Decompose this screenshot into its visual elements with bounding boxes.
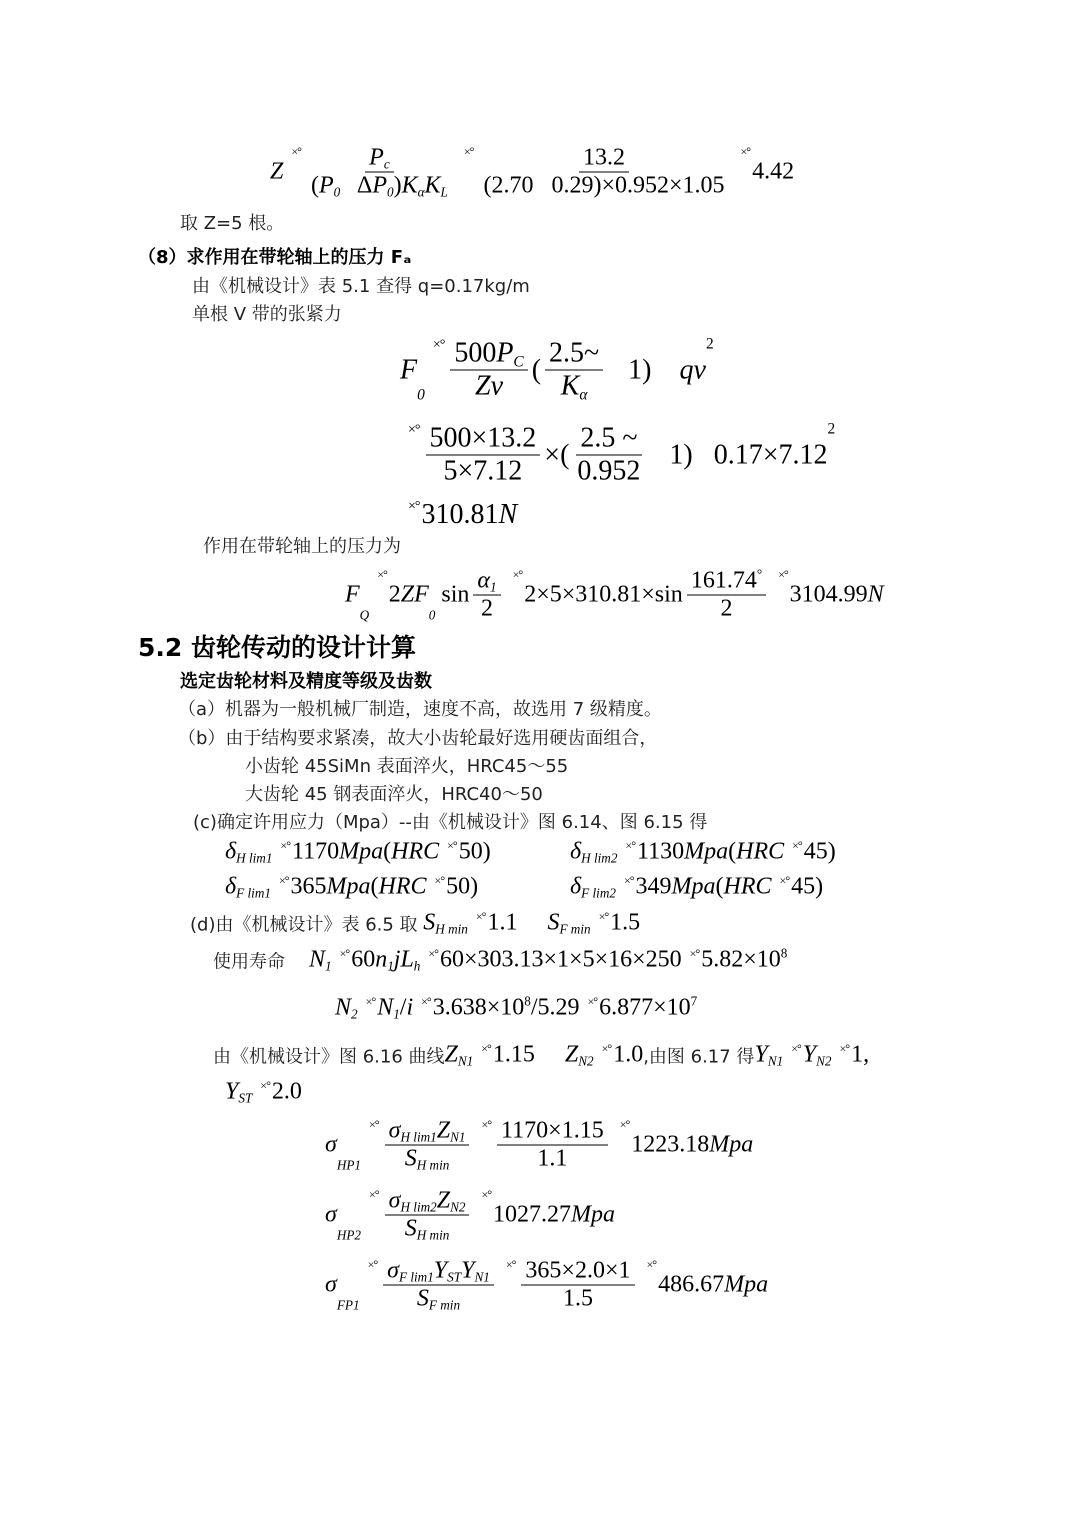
math-token: Zv: [475, 370, 503, 402]
math-token: K: [401, 172, 418, 199]
equals-glyph-icon: ×°: [625, 838, 635, 853]
math-token: N: [867, 581, 884, 608]
math-token: 7: [690, 993, 698, 1009]
math-token: 1: [387, 958, 394, 974]
math-token: S: [404, 1145, 417, 1172]
fraction: [573, 423, 644, 488]
math-token: (: [715, 873, 724, 900]
math-token: 161.74: [690, 567, 757, 594]
fraction: [385, 1188, 470, 1243]
numerator: [497, 1118, 608, 1146]
math-token: δ: [570, 873, 582, 900]
math-token: 1.1: [537, 1145, 568, 1172]
math-token: Mpa: [724, 1271, 769, 1298]
equation: [325, 1258, 768, 1313]
math-token: F lim1: [236, 885, 271, 901]
math-token: [285, 947, 309, 974]
math-token: 1223.18: [631, 1131, 710, 1158]
equation: [400, 420, 836, 488]
numerator: [383, 1258, 494, 1286]
math-token: 2: [388, 581, 401, 608]
math-token: 0: [386, 184, 394, 200]
math-token: H min: [416, 1227, 450, 1243]
math-token: Mpa: [571, 1201, 616, 1228]
math-token: 2: [705, 335, 714, 353]
math-token: Mpa: [684, 838, 729, 865]
fraction: [497, 1118, 608, 1173]
math-token: HRC: [723, 873, 772, 900]
math-token: H lim1: [400, 1129, 437, 1145]
math-token: H lim2: [400, 1199, 437, 1215]
equation: [325, 1188, 615, 1243]
numerator: [365, 145, 394, 173]
math-token: σ: [325, 1201, 337, 1228]
numerator: [576, 423, 641, 456]
fraction: [426, 423, 541, 488]
math-token: 2×5×310.81×sin: [524, 581, 683, 608]
equation: [225, 839, 491, 866]
equals-glyph-icon: ×°: [778, 567, 788, 582]
math-token: N1: [457, 1053, 474, 1069]
math-token: 3104.99: [789, 581, 868, 608]
math-token: L: [440, 184, 448, 200]
equals-glyph-icon: ×°: [792, 838, 802, 853]
equals-glyph-icon: ×°: [377, 567, 387, 582]
math-token: Q: [359, 607, 370, 623]
math-token: 1170: [292, 838, 340, 865]
equals-glyph-icon: ×°: [623, 873, 634, 888]
math-token: N1: [474, 1269, 490, 1285]
equals-glyph-icon: ×°: [475, 909, 486, 924]
equation: [345, 568, 884, 623]
math-token: σ: [387, 1257, 399, 1284]
math-token: 1: [393, 1006, 400, 1022]
denominator: [533, 1146, 571, 1173]
paragraph-line: 作用在带轮轴上的压力为: [203, 536, 401, 557]
math-token: σ: [388, 1117, 401, 1144]
math-token: H lim2: [581, 850, 618, 866]
denominator: [559, 1286, 597, 1313]
math-token: 5×7.12: [443, 455, 523, 487]
paragraph-line: 单根 V 带的张紧力: [192, 304, 342, 325]
equals-glyph-icon: ×°: [791, 1041, 801, 1056]
equation: [335, 995, 697, 1022]
equation: [270, 145, 794, 200]
math-token: σ: [388, 1187, 401, 1214]
math-token: 0: [333, 184, 341, 200]
denominator: [479, 173, 728, 200]
math-token: 2.5 ~: [580, 422, 638, 454]
math-token: S: [547, 909, 560, 936]
fraction: [473, 568, 500, 623]
math-token: 0.952: [577, 455, 641, 487]
math-token: HRC: [378, 873, 427, 900]
equals-glyph-icon: ×°: [481, 1117, 492, 1132]
math-token: 2.5~: [549, 337, 600, 369]
math-token: S: [416, 1285, 429, 1312]
subheading: （8）求作用在带轮轴上的压力 Fₐ: [138, 247, 412, 268]
math-token: 365: [290, 873, 327, 900]
math-token: (: [728, 838, 737, 865]
equals-glyph-icon: ×°: [369, 1187, 379, 1202]
math-token: 349: [635, 873, 672, 900]
math-token: P: [372, 172, 387, 199]
numerator: [521, 1258, 634, 1286]
math-token: Z: [436, 1117, 451, 1144]
subheading: 选定齿轮材料及精度等级及齿数: [180, 671, 432, 692]
denominator: [716, 596, 736, 623]
math-token: Mpa: [339, 838, 384, 865]
math-token: 1,: [851, 1041, 870, 1068]
equals-glyph-icon: ×°: [408, 499, 420, 514]
math-token: qv: [679, 354, 706, 385]
math-token: N: [498, 499, 518, 530]
math-token: N: [335, 994, 352, 1021]
paragraph-line: 由《机械设计》表 5.1 查得 q=0.17kg/m: [192, 276, 530, 297]
equation: [213, 1042, 869, 1069]
math-token: Y: [802, 1041, 817, 1068]
math-token: (: [370, 873, 379, 900]
math-token: (2.70 0.29)×0.952×1.05: [483, 172, 725, 199]
fraction: [307, 145, 452, 200]
math-token: i: [406, 994, 414, 1021]
math-token: H lim1: [236, 850, 273, 866]
equals-glyph-icon: ×°: [421, 994, 431, 1009]
paragraph-line: 小齿轮 45SiMn 表面淬火，HRC45～55: [245, 756, 569, 777]
math-token: 0: [428, 607, 436, 623]
math-token: Mpa: [709, 1131, 754, 1158]
math-token: 1130: [637, 838, 685, 865]
math-token: α: [477, 567, 491, 594]
math-token: Mpa: [671, 873, 716, 900]
math-token: h: [413, 958, 421, 974]
math-token: (d)由《机械设计》表 6.5 取: [190, 914, 424, 935]
equals-glyph-icon: ×°: [369, 1117, 379, 1132]
math-token: N1: [767, 1053, 784, 1069]
math-token: H min: [416, 1157, 450, 1173]
equals-glyph-icon: ×°: [432, 337, 445, 353]
math-token: FP1: [336, 1297, 360, 1313]
math-token: °: [756, 566, 763, 582]
fraction: [385, 1118, 470, 1173]
math-token: sin: [435, 581, 470, 608]
math-token: Y: [433, 1257, 448, 1284]
equation: [213, 947, 787, 974]
fraction: [521, 1258, 634, 1313]
math-token: H min: [435, 921, 468, 937]
math-token: 3.638×10: [432, 994, 525, 1021]
numerator: [385, 1188, 470, 1216]
math-token: 1.5: [610, 909, 641, 936]
equals-glyph-icon: ×°: [587, 994, 598, 1009]
math-token: jL: [393, 946, 414, 973]
denominator: [573, 456, 644, 488]
math-token: 6.877×10: [599, 994, 691, 1021]
math-token: 50): [458, 838, 491, 865]
math-token: δ: [225, 838, 237, 865]
math-token: /: [399, 994, 407, 1021]
math-token: F min: [559, 921, 591, 937]
equals-glyph-icon: ×°: [339, 946, 350, 961]
math-token: F lim1: [398, 1269, 434, 1285]
denominator: [307, 173, 452, 200]
equals-glyph-icon: ×°: [408, 422, 420, 438]
equals-glyph-icon: ×°: [481, 1187, 492, 1202]
equation: [325, 1118, 753, 1173]
math-token: 13.2: [583, 144, 625, 171]
equals-glyph-icon: ×°: [481, 1041, 491, 1056]
equals-glyph-icon: ×°: [779, 873, 790, 888]
equals-glyph-icon: ×°: [367, 1257, 378, 1272]
equals-glyph-icon: ×°: [434, 873, 445, 888]
math-token: 1.5: [562, 1285, 593, 1312]
math-token: δ: [570, 838, 582, 865]
math-token: F min: [428, 1297, 461, 1313]
math-token: ): [393, 172, 402, 199]
math-token: σ: [325, 1131, 337, 1158]
math-token: 1.0: [613, 1041, 644, 1068]
math-token: K: [560, 370, 580, 402]
math-token: 4.42: [752, 158, 795, 185]
math-token: HRC: [391, 838, 440, 865]
math-token: 365×2.0×1: [525, 1257, 631, 1284]
equation: [400, 499, 517, 531]
math-token: N1: [450, 1129, 466, 1145]
math-token: F: [345, 581, 360, 608]
math-token: 2: [351, 1006, 358, 1022]
math-token: P: [318, 172, 334, 199]
equals-glyph-icon: ×°: [839, 1041, 850, 1056]
math-token: 使用寿命: [213, 951, 285, 972]
denominator: [401, 1146, 454, 1173]
math-token: 8: [524, 993, 531, 1009]
paragraph-line: （b）由于结构要求紧凑，故大小齿轮最好选用硬齿面组合，: [178, 728, 658, 749]
math-token: 50): [446, 873, 479, 900]
math-token: 8: [780, 945, 788, 961]
math-token: N2: [816, 1053, 832, 1069]
math-token: ST: [238, 1090, 253, 1106]
math-token: P: [496, 337, 514, 369]
equals-glyph-icon: ×°: [505, 1257, 516, 1272]
math-token: 1.15: [492, 1041, 565, 1068]
equals-glyph-icon: ×°: [619, 1117, 630, 1132]
math-token: 由《机械设计》图 6.16 曲线: [213, 1046, 445, 1067]
math-token: α: [579, 386, 588, 404]
math-token: ,由图 6.17 得: [643, 1046, 755, 1067]
math-token: 1): [607, 354, 680, 385]
math-token: δ: [225, 873, 237, 900]
math-token: 0: [417, 386, 425, 404]
math-token: /5.29: [530, 994, 580, 1021]
equation: [225, 1079, 302, 1106]
denominator: [477, 596, 497, 623]
denominator: [557, 371, 592, 403]
math-token: 1027.27: [493, 1201, 572, 1228]
equals-glyph-icon: ×°: [601, 1041, 612, 1056]
numerator: [545, 338, 603, 371]
math-token: 500×13.2: [429, 422, 537, 454]
math-token: HRC: [736, 838, 785, 865]
numerator: [687, 568, 766, 596]
math-token: c: [383, 156, 390, 172]
math-token: 45): [803, 838, 836, 865]
equals-glyph-icon: ×°: [428, 946, 438, 961]
equals-glyph-icon: ×°: [447, 838, 457, 853]
math-token: Y: [225, 1078, 239, 1105]
denominator: [440, 456, 527, 488]
math-token: ZF: [400, 581, 429, 608]
math-token: Y: [461, 1257, 475, 1284]
equals-glyph-icon: ×°: [365, 994, 376, 1009]
math-token: F: [400, 354, 418, 385]
math-token: Z: [444, 1041, 458, 1068]
equation: [570, 874, 823, 901]
math-token: Y: [754, 1041, 768, 1068]
paragraph-line: (c)确定许用应力（Mpa）--由《机械设计》图 6.14、图 6.15 得: [193, 812, 708, 833]
math-token: α: [417, 184, 425, 200]
math-token: 2: [481, 595, 493, 622]
math-token: 486.67: [658, 1271, 725, 1298]
math-token: F lim2: [581, 885, 616, 901]
fraction: [545, 338, 603, 403]
equals-glyph-icon: ×°: [512, 567, 523, 582]
equation: [190, 910, 640, 937]
equals-glyph-icon: ×°: [291, 144, 301, 159]
numerator: [385, 1118, 470, 1146]
equals-glyph-icon: ×°: [280, 838, 290, 853]
equation: [570, 839, 836, 866]
math-token: N2: [450, 1199, 466, 1215]
math-token: Δ: [340, 172, 373, 199]
math-token: (: [310, 172, 319, 199]
math-token: HP1: [336, 1157, 362, 1173]
math-token: 2: [827, 420, 836, 438]
math-token: 1.1: [487, 909, 548, 936]
paragraph-line: 取 Z=5 根。: [180, 213, 285, 234]
denominator: [471, 371, 507, 403]
equals-glyph-icon: ×°: [689, 946, 700, 961]
math-token: 60: [351, 946, 376, 973]
numerator: [426, 423, 541, 456]
equals-glyph-icon: ×°: [598, 909, 609, 924]
math-token: K: [424, 172, 441, 199]
math-token: S: [423, 909, 436, 936]
math-token: P: [369, 144, 384, 171]
math-token: N2: [578, 1053, 594, 1069]
fraction: [479, 145, 728, 200]
math-token: HP2: [336, 1227, 362, 1243]
fraction: [687, 568, 766, 623]
math-token: (: [383, 838, 392, 865]
math-token: ×(: [544, 439, 570, 470]
math-token: 2.0: [271, 1078, 302, 1105]
math-token: ST: [447, 1269, 462, 1285]
math-token: C: [513, 353, 524, 371]
fraction: [450, 338, 527, 403]
equals-glyph-icon: ×°: [646, 1257, 657, 1272]
math-token: 5.82×10: [701, 946, 781, 973]
numerator: [579, 145, 629, 173]
math-token: Z: [564, 1041, 579, 1068]
math-token: S: [404, 1215, 417, 1242]
math-token: 45): [791, 873, 824, 900]
equals-glyph-icon: ×°: [463, 144, 474, 159]
math-token: 1: [325, 958, 332, 974]
paragraph-line: 大齿轮 45 钢表面淬火，HRC40～50: [245, 784, 543, 805]
math-token: 60×303.13×1×5×16×250: [439, 946, 682, 973]
math-token: σ: [325, 1271, 337, 1298]
equals-glyph-icon: ×°: [278, 873, 289, 888]
equation: [225, 874, 478, 901]
math-token: (: [531, 354, 542, 385]
math-token: n: [375, 946, 388, 973]
equals-glyph-icon: ×°: [260, 1078, 270, 1093]
paragraph-line: （a）机器为一般机械厂制造，速度不高，故选用 7 级精度。: [178, 699, 662, 720]
numerator: [473, 568, 500, 596]
math-token: 310.81: [421, 499, 499, 530]
math-token: N: [377, 994, 394, 1021]
numerator: [450, 338, 527, 371]
math-token: 500: [454, 337, 497, 369]
section-heading: 5.2 齿轮传动的设计计算: [138, 633, 416, 662]
fraction: [383, 1258, 494, 1313]
math-token: Z: [270, 158, 284, 185]
math-token: N: [309, 946, 326, 973]
math-token: Mpa: [326, 873, 371, 900]
math-token: 1) 0.17×7.12: [648, 439, 828, 470]
denominator: [413, 1286, 464, 1313]
math-token: 1170×1.15: [501, 1117, 604, 1144]
math-token: 2: [720, 595, 733, 622]
denominator: [401, 1216, 454, 1243]
equation: [400, 335, 714, 404]
math-token: Z: [436, 1187, 451, 1214]
equals-glyph-icon: ×°: [740, 144, 751, 159]
math-token: 1: [490, 579, 497, 595]
